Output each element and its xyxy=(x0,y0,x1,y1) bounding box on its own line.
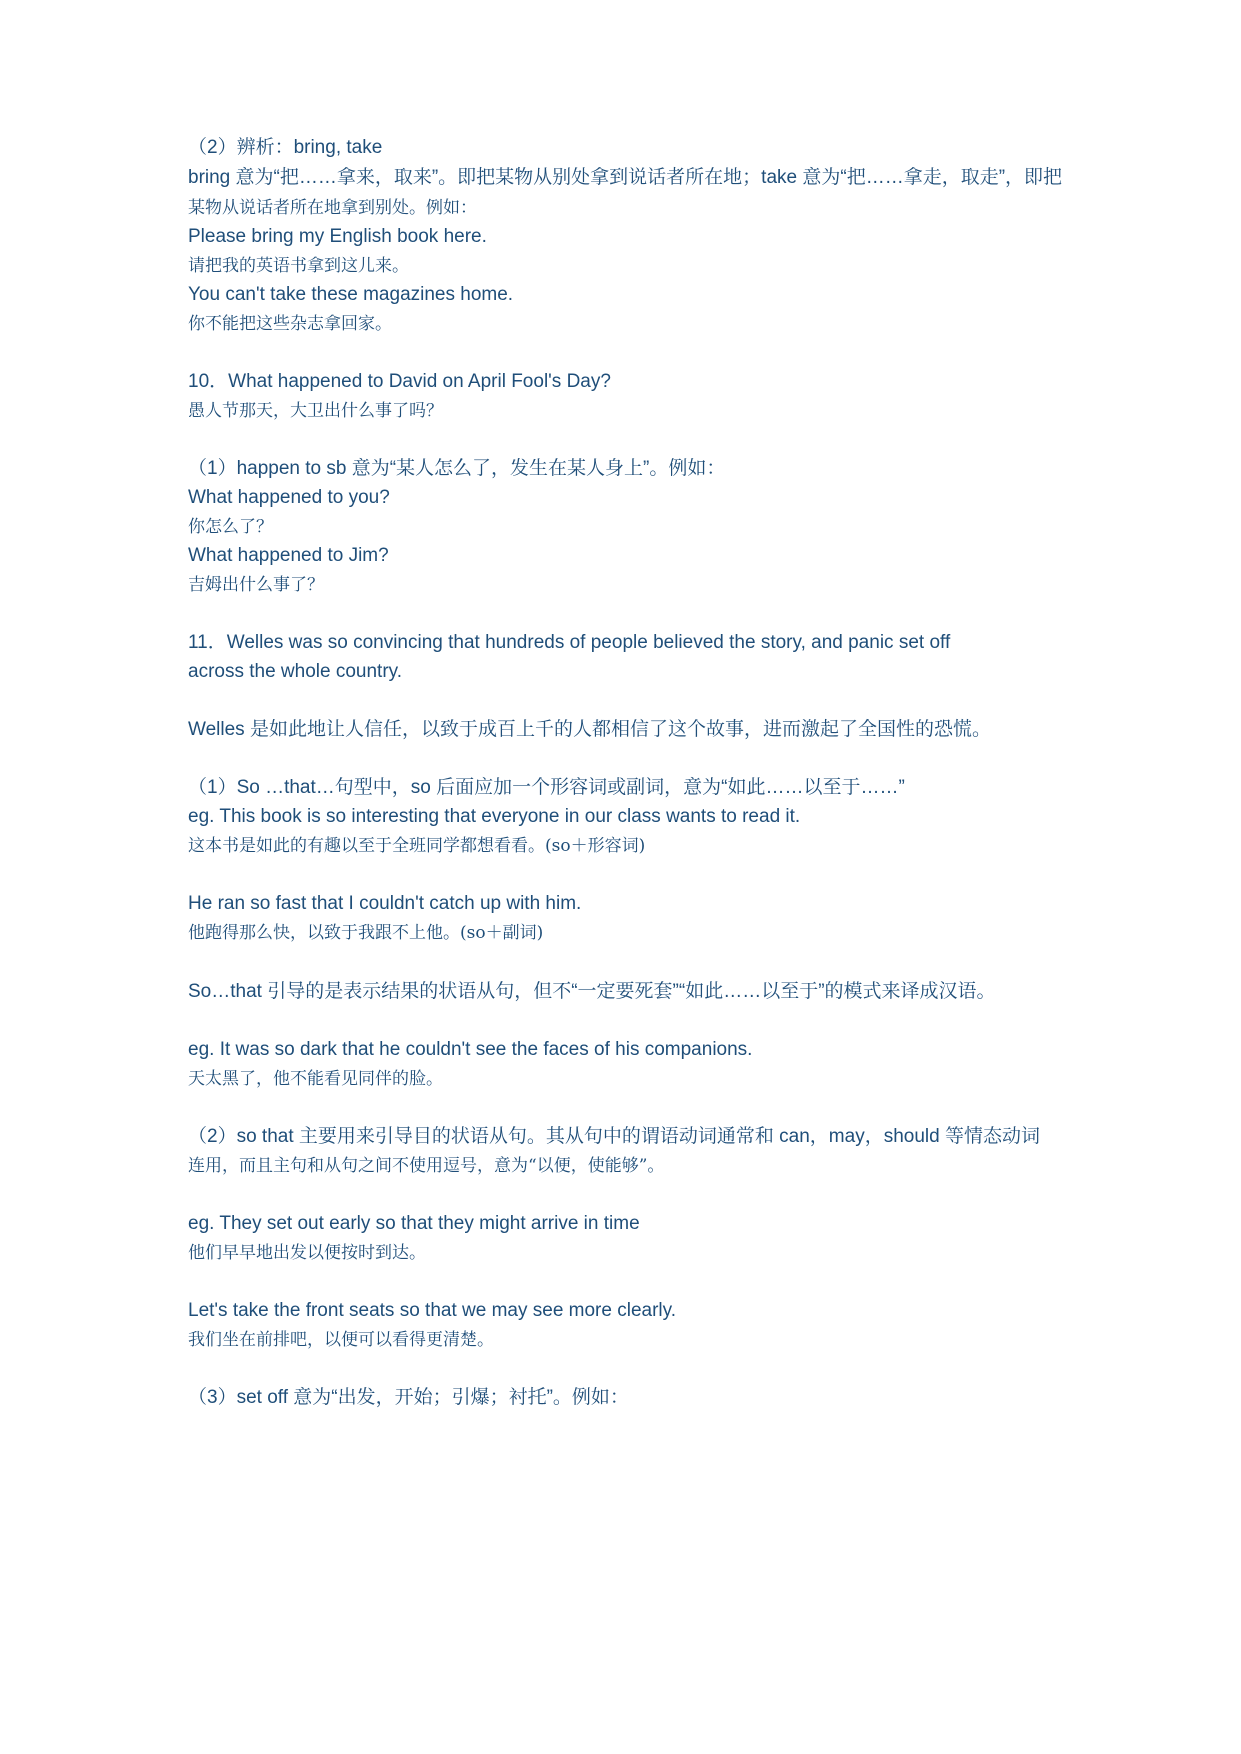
example-sentence: You can't take these magazines home. xyxy=(188,284,514,305)
example-sentence: eg. This book is so interesting that everyone in our class wants to read it. xyxy=(188,806,801,827)
explanation-line: 连用，而且主句和从句之间不使用逗号，意为“以便，使能够”。 xyxy=(188,1156,665,1176)
item-10-heading: 10．What happened to David on April Fool's Day? xyxy=(188,371,611,392)
example-translation: 天太黑了，他不能看见同伴的脸。 xyxy=(188,1069,443,1089)
subsection-heading-so-that-purpose: （2）so that 主要用来引导目的状语从句。其从句中的谓语动词通常和 can，may，should 等情态动词 xyxy=(188,1126,1040,1147)
subsection-heading-so-that: （1）So …that…句型中，so 后面应加一个形容词或副词，意为“如此……以至于……” xyxy=(188,777,905,798)
example-translation: 你怎么了？ xyxy=(188,517,273,537)
explanation-line: bring 意为“把……拿来，取来”。即把某物从别处拿到说话者所在地；take 意为“把……拿走，取走”，即把 xyxy=(188,167,1063,188)
example-translation: 我们坐在前排吧，以便可以看得更清楚。 xyxy=(188,1330,494,1350)
subsection-heading-happen-to: （1）happen to sb 意为“某人怎么了，发生在某人身上”。例如： xyxy=(188,458,726,479)
example-sentence: What happened to Jim? xyxy=(188,545,389,566)
usage-note: So…that 引导的是表示结果的状语从句，但不“一定要死套”“如此……以至于”的模式来译成汉语。 xyxy=(188,981,996,1002)
example-translation: 请把我的英语书拿到这儿来。 xyxy=(188,256,409,276)
item-11-translation: Welles 是如此地让人信任，以致于成百上千的人都相信了这个故事，进而激起了全国性的恐慌。 xyxy=(188,719,991,740)
example-sentence: eg. They set out early so that they might arrive in time xyxy=(188,1213,640,1234)
example-sentence: He ran so fast that I couldn't catch up with him. xyxy=(188,893,582,914)
item-10-translation: 愚人节那天，大卫出什么事了吗？ xyxy=(188,401,443,421)
section-heading-bring-take: （2）辨析：bring, take xyxy=(188,137,383,158)
example-sentence: Let's take the front seats so that we may see more clearly. xyxy=(188,1300,676,1321)
explanation-line: 某物从说话者所在地拿到别处。例如： xyxy=(188,198,477,218)
example-sentence: Please bring my English book here. xyxy=(188,226,487,247)
example-sentence: What happened to you? xyxy=(188,487,390,508)
example-translation: 这本书是如此的有趣以至于全班同学都想看看。(so＋形容词) xyxy=(188,836,646,856)
example-translation: 吉姆出什么事了？ xyxy=(188,575,324,595)
example-translation: 他们早早地出发以便按时到达。 xyxy=(188,1243,426,1263)
item-11-heading-continued: across the whole country. xyxy=(188,661,403,682)
example-sentence: eg. It was so dark that he couldn't see the faces of his companions. xyxy=(188,1039,753,1060)
example-translation: 他跑得那么快，以致于我跟不上他。(so＋副词) xyxy=(188,923,544,943)
subsection-heading-set-off: （3）set off 意为“出发，开始；引爆；衬托”。例如： xyxy=(188,1387,629,1408)
item-11-heading: 11．Welles was so convincing that hundreds of people believed the story, and panic set off xyxy=(188,632,951,653)
example-translation: 你不能把这些杂志拿回家。 xyxy=(188,314,392,334)
